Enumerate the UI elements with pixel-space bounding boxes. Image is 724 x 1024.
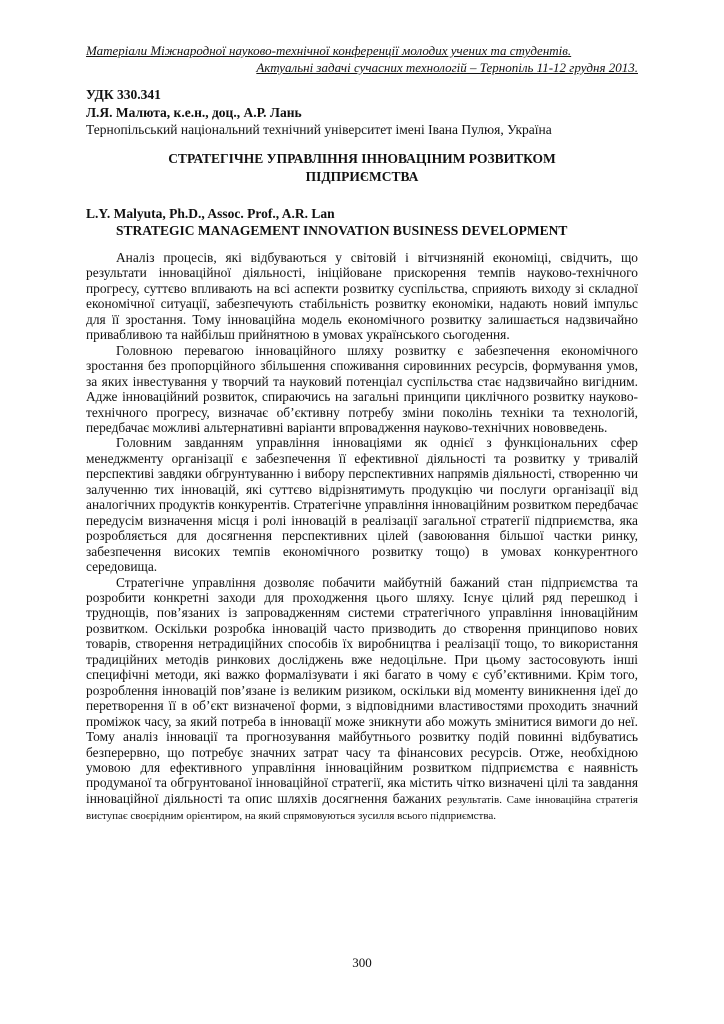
title-ua-line-1: СТРАТЕГІЧНЕ УПРАВЛІННЯ ІННОВАЦІНИМ РОЗВИТКОМ — [168, 151, 556, 166]
authors-ua: Л.Я. Малюта, к.е.н., доц., А.Р. Лань — [86, 104, 302, 120]
paragraph-4-text: Стратегічне управління дозволяє побачити майбутній бажаний стан підприємства та розробити конкретні заходи для проходження цього шляху. Існує цілий ряд перешкод і труднощів, пов’язаних із запровадженням системи стратегічного управління інноваційним розвитком. Оскільки розробка інновацій часто призводить до створення принципово нових товарів, створення нетрадиційних способів їх виробництва і реалізації тощо, то використання традиційних методів ринкових досліджень вже недоцільне. При цьому застосовують інші специфічні методи, які важко формалізувати і які багато в чому є суб’єктивними. Крім того, розроблення інновацій пов’язане із великим ризиком, оскільки від моменту виникнення ідеї до перетворення її в об’єкт визначеної форми, з відповідними властивостями проходить значний проміжок часу, за який потреба в інновації може зникнути або можуть змінитися вимоги до неї. Тому аналіз інновації та прогнозування майбутнього розвитку подій повинні відбуватись безперервно, що потребує значних затрат часу та фінансових ресурсів. Отже, необхідною умовою для ефективного управління інноваційним розвитком підприємства є наявність продуманої та обгрунтованої інноваційної стратегії, яка містить чітко визначені цілі та завдання інноваційної діяльності та опис шляхів досягнення бажаних — [86, 574, 638, 806]
title-english: STRATEGIC MANAGEMENT INNOVATION BUSINESS DEVELOPMENT — [116, 223, 568, 238]
paragraph-3: Головним завданням управління інноваціями як однієї з функціональних сфер менеджменту організації є забезпечення її ефективної діяльності та розвитку у тривалій перспективі завдяки обгрунтуванню і вибору перспективних напрямів діяльності, створенню чи залученню тих інновацій, які суттєво відрізнятимуть продукцію чи послуги організації від аналогічних продуктів конкурентів. Стратегічне управління інноваційним розвитком передбачає передусім визначення місця і ролі інновацій в реалізації загальної стратегії підприємства, яка розробляється для досягнення перспективних цілей (завоювання більшої частки ринку, забезпечення високих темпів економічного розвитку тощо) в умовах конкурентного середовища. — [86, 435, 638, 575]
udc-code: УДК 330.341 — [86, 87, 161, 102]
conference-header — [86, 42, 638, 76]
title-ua-line-2: ПІДПРИЄМСТВА — [305, 169, 419, 184]
affiliation: Тернопільський національний технічний університет імені Івана Пулюя, Україна — [86, 122, 552, 137]
article-body — [86, 250, 638, 823]
header-line-1: Матеріали Міжнародної науково-технічної конференції молодих учених та студентів. — [86, 43, 572, 58]
paragraph-4 — [86, 575, 638, 823]
title-ukrainian — [86, 150, 638, 186]
article-meta — [86, 86, 638, 139]
paragraph-1: Аналіз процесів, які відбуваються у світовій і вітчизняній економіці, свідчить, що результати інноваційної діяльності, ініційоване прискорення темпів науково-технічного прогресу, суттєво впливають на всі аспекти розвитку суспільства, сприяють виходу зі складної економічної ситуації, забезпечують стабільність розвитку економіки, надають новий імпульс для її зростання. Тому інноваційна модель економічного розвитку залишається надзвичайно привабливою та найбільш прийнятною в умовах українського сьогодення. — [86, 250, 638, 343]
header-line-2: Актуальні задачі сучасних технологій – Тернопіль 11-12 грудня 2013. — [256, 60, 638, 75]
page-number: 300 — [352, 955, 372, 970]
paragraph-2: Головною перевагою інноваційного шляху розвитку є забезпечення економічного зростання без пропорційного збільшення споживання сировинних ресурсів, формування умов, за яких інвестування у творчий та науковий потенціал суспільства стає надзвичайно вигідним. Адже інноваційний розвиток, спираючись на загальні принципи циклічного розвитку науково-технічного прогресу, визначає об’єктивну потребу зміни поколінь техніки та технологій, передбачає можливі альтернативні варіанти впровадження науково-технічних нововведень. — [86, 342, 638, 435]
authors-en: L.Y. Malyuta, Ph.D., Assoc. Prof., A.R. Lan — [86, 206, 335, 221]
paragraph-4-tail: результатів. Саме інноваційна стратегія виступає своєрідним орієнтиром, на який спрямовуються зусилля всього підприємства. — [86, 793, 638, 822]
english-block — [86, 205, 638, 239]
